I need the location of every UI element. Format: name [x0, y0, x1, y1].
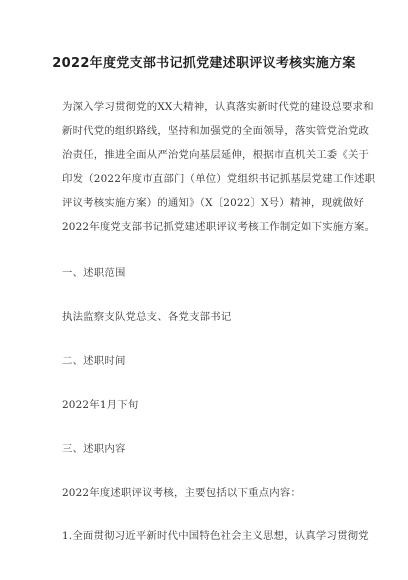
intro-line-6: 2022年度党支部书记抓党建述职评议考核工作制定如下实施方案。 — [62, 221, 376, 233]
section-heading-content: 三、述职内容 — [62, 443, 126, 455]
section-body-time: 2022年1月下旬 — [62, 399, 139, 411]
document-title: 2022年度党支部书记抓党建述职评议考核实施方案 — [52, 56, 356, 71]
section-heading-scope: 一、述职范围 — [62, 267, 126, 279]
intro-line-5: 评议考核实施方案）的通知》（X〔2022〕X号）精神，现就做好 — [62, 197, 365, 209]
intro-line-3: 治责任，推进全面从严治党向基层延伸，根据市直机关工委《关于 — [62, 149, 370, 161]
section-body-scope: 执法监察支队党总支、各党支部书记 — [62, 311, 232, 323]
section-heading-time: 二、述职时间 — [62, 355, 126, 367]
intro-line-1: 为深入学习贯彻党的XX大精神，认真落实新时代党的建设总要求和 — [62, 101, 374, 113]
intro-line-2: 新时代党的组织路线，坚持和加强党的全面领导，落实管党治党政 — [62, 125, 370, 137]
intro-line-4: 印发（2022年度市直部门（单位）党组织书记抓基层党建工作述职 — [62, 173, 376, 185]
content-item-1: 1.全面贯彻习近平新时代中国特色社会主义思想，认真学习贯彻党 — [62, 530, 369, 542]
section-body-content: 2022年度述职评议考核，主要包括以下重点内容： — [62, 487, 302, 499]
